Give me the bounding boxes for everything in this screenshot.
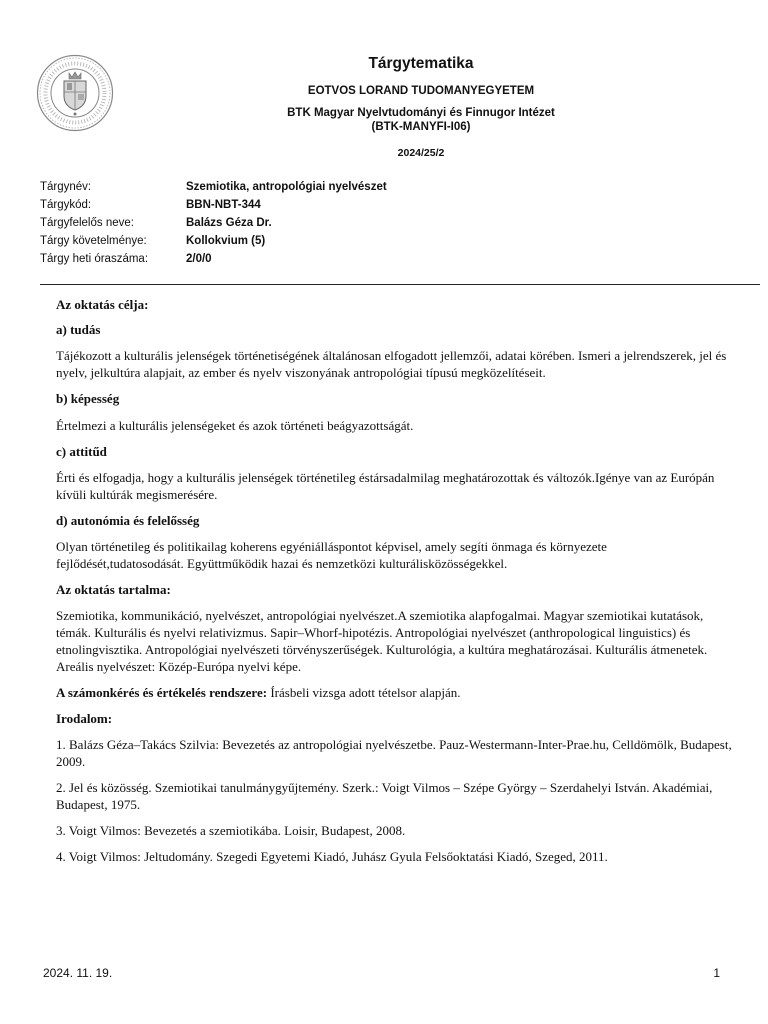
literature-item: 1. Balázs Géza–Takács Szilvia: Bevezetés az antropológiai nyelvészetbe. Pauz-Westermann-Inter-Prae.hu, Celldömölk, Budapest, 2009. <box>56 737 732 769</box>
attitude-text: Érti és elfogadja, hogy a kulturális jelenségek történetileg éstársadalmilag meghatározottak és változók.Igénye van az Európán kívüli kultúrák megismerésére. <box>56 470 715 502</box>
course-meta-table <box>40 178 387 268</box>
knowledge-text: Tájékozott a kulturális jelenségek történetiségének általánosan elfogadott jellemzői, adatai körében. Ismeri a jelrendszerek, jel és nyelv, jelkultúra alapjait, az ember és nyelv viszonyának antropológiai típusú megközelítéseit. <box>56 348 727 380</box>
meta-row-course-name <box>40 178 387 196</box>
page-number: 1 <box>713 966 720 980</box>
autonomy-heading: d) autonómia és felelősség <box>56 513 200 528</box>
meta-row-weekly-hours <box>40 250 387 268</box>
footer-date: 2024. 11. 19. <box>43 966 113 980</box>
meta-row-requirement <box>40 232 387 250</box>
meta-value: BBN-NBT-344 <box>186 199 261 211</box>
institute-name: BTK Magyar Nyelvtudományi és Finnugor Intézet <box>287 107 555 119</box>
semester: 2024/25/2 <box>397 147 445 159</box>
meta-key: Tárgyfelelős neve: <box>40 217 134 229</box>
literature-item: 4. Voigt Vilmos: Jeltudomány. Szegedi Egyetemi Kiadó, Juhász Gyula Felsőoktatási Kiadó, Szeged, 2011. <box>56 849 608 864</box>
university-seal-icon <box>36 54 114 132</box>
meta-key: Tárgy követelménye: <box>40 235 147 247</box>
literature-item: 2. Jel és közösség. Szemiotikai tanulmánygyűjtemény. Szerk.: Voigt Vilmos – Szépe György – Szerdahelyi István. Akadémiai, Budapest, 1975. <box>56 780 713 812</box>
meta-value: 2/0/0 <box>186 253 212 265</box>
meta-key: Tárgy heti óraszáma: <box>40 253 149 265</box>
document-title: Tárgytematika <box>368 55 474 72</box>
aim-heading: Az oktatás célja: <box>56 297 149 312</box>
meta-value: Szemiotika, antropológiai nyelvészet <box>186 181 387 193</box>
assessment-text: Írásbeli vizsga adott tételsor alapján. <box>267 685 461 700</box>
meta-value: Balázs Géza Dr. <box>186 217 272 229</box>
topics-text: Szemiotika, kommunikáció, nyelvészet, antropológiai nyelvészet.A szemiotika alapfogalmai. Magyar szemiotikai kutatások, témák. Kulturális és nyelvi relativizmus. Sapir–Whorf-hipotézis. Antropológiai nyelvészet (anthropological linguistics) és etnolingvisztika. Antropológiai nyelvészeti törvényszerűségek. Kulturológia, a kultúra meghatározásai. Kulturális átmenetek. Areális nyelvészet: Közép-Európa nyelvi képe. <box>56 608 708 674</box>
literature-heading: Irodalom: <box>56 711 113 726</box>
skill-heading: b) képesség <box>56 391 120 406</box>
skill-text: Értelmezi a kulturális jelenségeket és azok történeti beágyazottságát. <box>56 418 414 433</box>
university-name: EOTVOS LORAND TUDOMANYEGYETEM <box>307 85 535 97</box>
divider <box>40 284 760 285</box>
topics-heading: Az oktatás tartalma: <box>56 582 171 597</box>
assessment-heading: A számonkérés és értékelés rendszere: <box>56 685 268 700</box>
meta-key: Tárgykód: <box>40 199 92 211</box>
assessment-paragraph <box>56 684 736 701</box>
literature-item: 3. Voigt Vilmos: Bevezetés a szemiotikába. Loisir, Budapest, 2008. <box>56 823 406 838</box>
meta-row-course-code <box>40 196 387 214</box>
knowledge-heading: a) tudás <box>56 322 101 337</box>
meta-value: Kollokvium (5) <box>186 235 266 247</box>
institute-code: (BTK-MANYFI-I06) <box>371 121 471 133</box>
autonomy-text: Olyan történetileg és politikailag koherens egyéniálláspontot képvisel, amely segíti önmaga és környezete fejlődését,tudatosodását. Együttműködik hazai és nemzetközi kulturálisközösségekkel. <box>56 539 607 571</box>
meta-key: Tárgynév: <box>40 181 92 193</box>
course-content <box>56 296 736 865</box>
attitude-heading: c) attitűd <box>56 444 107 459</box>
meta-row-responsible <box>40 214 387 232</box>
